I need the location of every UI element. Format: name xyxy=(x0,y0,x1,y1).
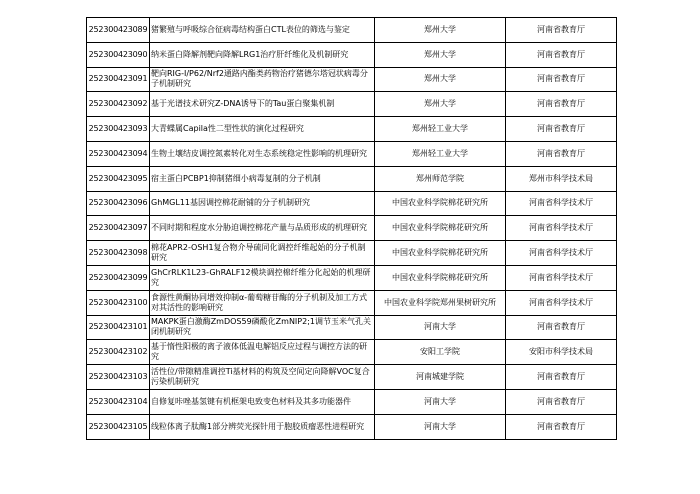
project-id-cell: 252300423100 xyxy=(87,290,150,315)
project-id-cell: 252300423092 xyxy=(87,92,150,117)
project-id-cell: 252300423099 xyxy=(87,265,150,290)
institution-cell: 郑州大学 xyxy=(375,18,506,43)
table-row xyxy=(87,67,617,92)
project-table xyxy=(86,17,617,440)
department-cell: 安阳市科学技术局 xyxy=(506,340,617,365)
department-cell: 河南省教育厅 xyxy=(506,18,617,43)
project-id-cell: 252300423096 xyxy=(87,191,150,216)
project-title-cell: 纳米蛋白降解剂靶向降解LRG1治疗肝纤维化及机制研究 xyxy=(150,42,375,67)
department-cell: 河南省教育厅 xyxy=(506,42,617,67)
project-id-cell: 252300423094 xyxy=(87,141,150,166)
department-cell: 河南省科学技术厅 xyxy=(506,216,617,241)
institution-cell: 中国农业科学院棉花研究所 xyxy=(375,241,506,266)
project-title-cell: 棉花APR2-OSH1复合物介导硫同化调控纤维起始的分子机制研究 xyxy=(150,241,375,266)
project-title-cell: 食源性黄酮协同增效抑制α-葡萄糖苷酶的分子机制及加工方式对其活性的影响研究 xyxy=(150,290,375,315)
department-cell: 河南省教育厅 xyxy=(506,315,617,340)
project-title-cell: 宿主蛋白PCBP1抑制猪细小病毒复制的分子机制 xyxy=(150,166,375,191)
table-row xyxy=(87,265,617,290)
project-title-cell: 大青蝶属Capila性二型性状的演化过程研究 xyxy=(150,117,375,142)
project-title-cell: 生物土壤结皮调控氮素转化对生态系统稳定性影响的机理研究 xyxy=(150,141,375,166)
table-row xyxy=(87,18,617,43)
table-row xyxy=(87,414,617,439)
project-id-cell: 252300423089 xyxy=(87,18,150,43)
project-table-body xyxy=(87,18,617,440)
project-id-cell: 252300423103 xyxy=(87,365,150,390)
project-id-cell: 252300423095 xyxy=(87,166,150,191)
table-row xyxy=(87,42,617,67)
institution-cell: 郑州大学 xyxy=(375,92,506,117)
institution-cell: 郑州大学 xyxy=(375,42,506,67)
institution-cell: 河南大学 xyxy=(375,414,506,439)
project-title-cell: 猪繁殖与呼吸综合征病毒结构蛋白CTL表位的筛选与鉴定 xyxy=(150,18,375,43)
institution-cell: 郑州轻工业大学 xyxy=(375,117,506,142)
institution-cell: 中国农业科学院棉花研究所 xyxy=(375,216,506,241)
department-cell: 河南省教育厅 xyxy=(506,414,617,439)
department-cell: 河南省教育厅 xyxy=(506,389,617,414)
table-row xyxy=(87,216,617,241)
table-row xyxy=(87,365,617,390)
institution-cell: 河南城建学院 xyxy=(375,365,506,390)
table-row xyxy=(87,117,617,142)
project-title-cell: 活性位/带隙精准调控Ti基材料的构筑及空间定向降解VOC复合污染机制研究 xyxy=(150,365,375,390)
department-cell: 河南省科学技术厅 xyxy=(506,241,617,266)
institution-cell: 河南大学 xyxy=(375,389,506,414)
institution-cell: 郑州师范学院 xyxy=(375,166,506,191)
table-row xyxy=(87,290,617,315)
department-cell: 郑州市科学技术局 xyxy=(506,166,617,191)
institution-cell: 安阳工学院 xyxy=(375,340,506,365)
project-id-cell: 252300423098 xyxy=(87,241,150,266)
institution-cell: 郑州大学 xyxy=(375,67,506,92)
institution-cell: 郑州轻工业大学 xyxy=(375,141,506,166)
project-title-cell: GhMGL11基因调控棉花耐铺的分子机制研究 xyxy=(150,191,375,216)
project-title-cell: 不同时期和程度水分胁迫调控棉花产量与品质形成的机理研究 xyxy=(150,216,375,241)
table-row xyxy=(87,340,617,365)
project-id-cell: 252300423104 xyxy=(87,389,150,414)
project-title-cell: 线粒体离子肽酶1部分辨荧光探针用于胞胶质瘤恶性进程研究 xyxy=(150,414,375,439)
table-row xyxy=(87,166,617,191)
project-id-cell: 252300423097 xyxy=(87,216,150,241)
project-id-cell: 252300423101 xyxy=(87,315,150,340)
department-cell: 河南省教育厅 xyxy=(506,117,617,142)
department-cell: 河南省教育厅 xyxy=(506,141,617,166)
institution-cell: 中国农业科学院郑州果树研究所 xyxy=(375,290,506,315)
institution-cell: 中国农业科学院棉花研究所 xyxy=(375,191,506,216)
table-row xyxy=(87,191,617,216)
institution-cell: 河南大学 xyxy=(375,315,506,340)
table-row xyxy=(87,315,617,340)
project-id-cell: 252300423090 xyxy=(87,42,150,67)
project-title-cell: GhCrRLK1L23-GhRALF12模块调控棉纤维分化起始的机理研究 xyxy=(150,265,375,290)
table-row xyxy=(87,92,617,117)
project-title-cell: 自修复咔唑基氢键有机框架电致变色材料及其多功能器件 xyxy=(150,389,375,414)
project-id-cell: 252300423093 xyxy=(87,117,150,142)
project-id-cell: 252300423105 xyxy=(87,414,150,439)
project-title-cell: MAKPK蛋白激酶ZmDOS59磷酸化ZmNIP2;1调节玉米气孔关闭机制研究 xyxy=(150,315,375,340)
project-title-cell: 基于惰性阳极的离子液体低温电解铝反应过程与调控方法的研究 xyxy=(150,340,375,365)
department-cell: 河南省教育厅 xyxy=(506,365,617,390)
department-cell: 河南省教育厅 xyxy=(506,92,617,117)
table-row xyxy=(87,141,617,166)
project-id-cell: 252300423091 xyxy=(87,67,150,92)
project-title-cell: 靶向RIG-I/P62/Nrf2通路内酯类药物治疗猪德尔塔冠状病毒分子机制研究 xyxy=(150,67,375,92)
department-cell: 河南省科学技术厅 xyxy=(506,265,617,290)
project-title-cell: 基于光谱技术研究Z-DNA诱导下的Tau蛋白聚集机制 xyxy=(150,92,375,117)
project-id-cell: 252300423102 xyxy=(87,340,150,365)
institution-cell: 中国农业科学院棉花研究所 xyxy=(375,265,506,290)
table-row xyxy=(87,389,617,414)
table-row xyxy=(87,241,617,266)
department-cell: 河南省教育厅 xyxy=(506,67,617,92)
department-cell: 河南省科学技术厅 xyxy=(506,290,617,315)
department-cell: 河南省科学技术厅 xyxy=(506,191,617,216)
